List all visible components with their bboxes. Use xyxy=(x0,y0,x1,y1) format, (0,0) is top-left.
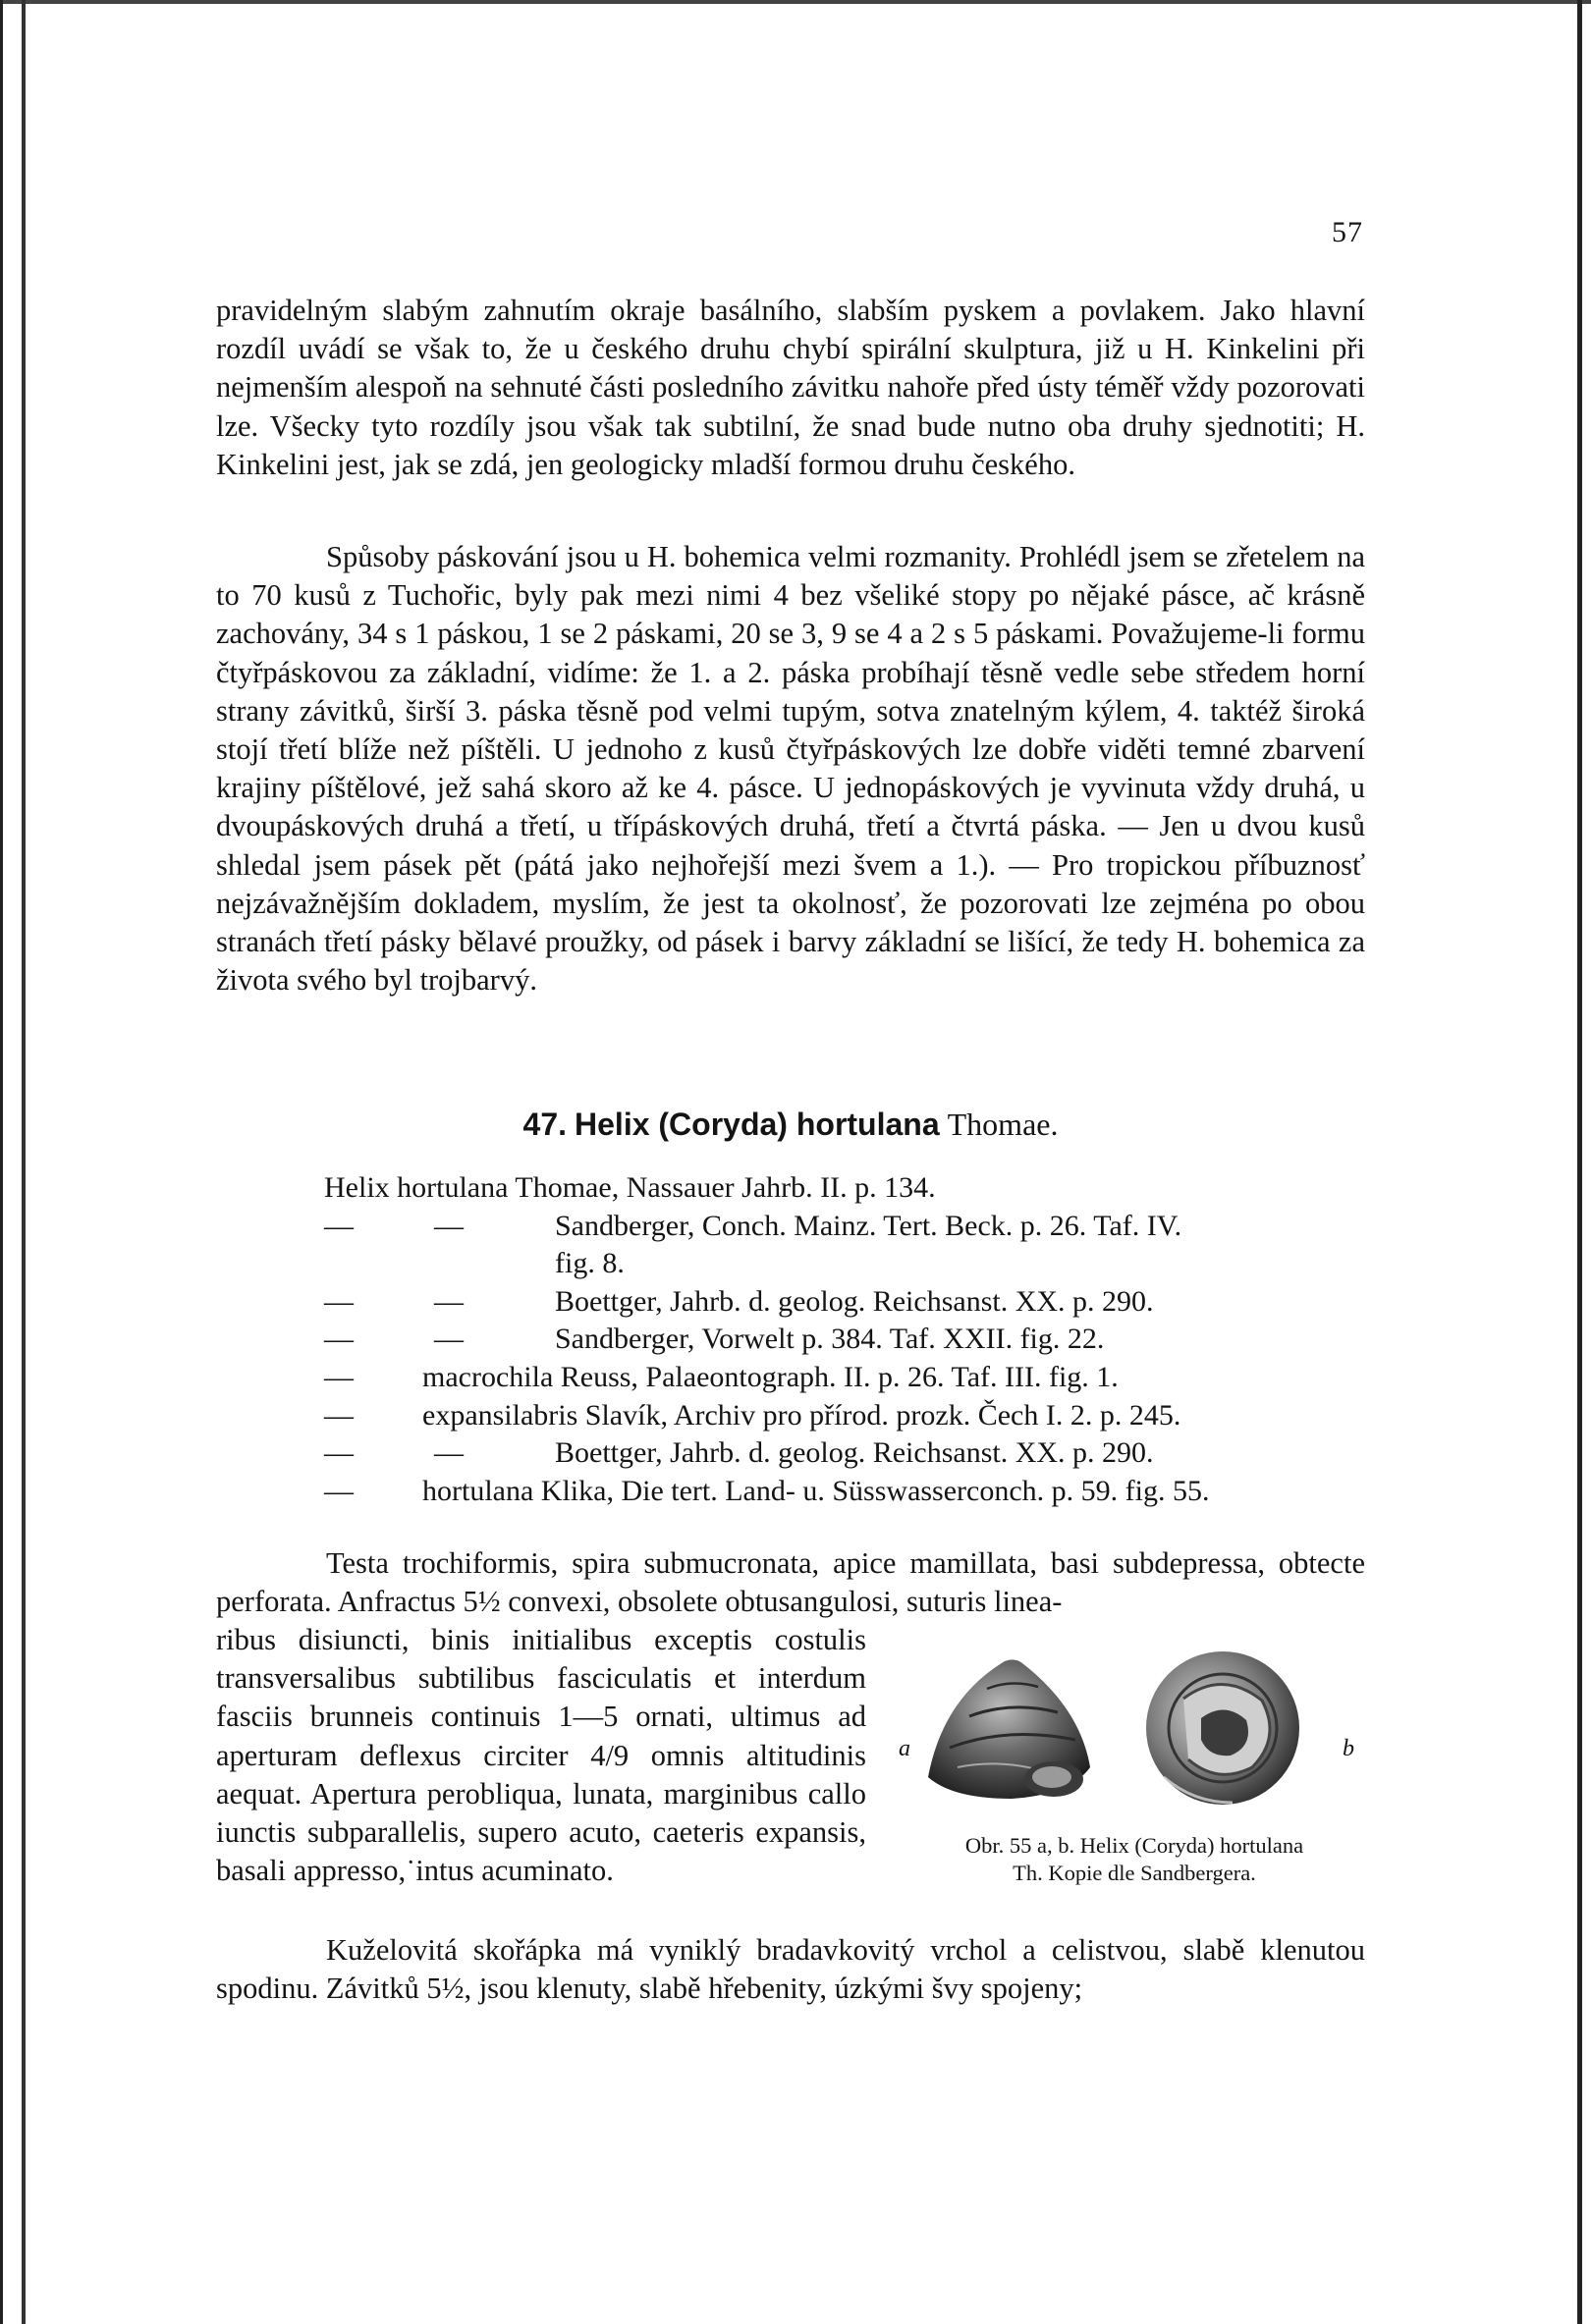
figure-label-a: a xyxy=(899,1736,910,1761)
latin-description-wrap xyxy=(216,1621,866,1890)
page-number: 57 xyxy=(1332,216,1363,248)
scan-edge-left-inner xyxy=(22,0,26,2324)
latin-description-continued: ribus disiuncti, binis initialibus exceptis costulis transversalibus subtilibus fasciculatis et interdum fasciis brunneis continuis 1—5 ornati, ultimus ad aperturam deflexus circiter 4/9 omnis altitudinis aequat. Apertura perobliqua, lunata, marginibus callo iunctis subparallelis, supero acuto, caeteris expansis, basali appresso,˙intus acuminato. xyxy=(216,1623,866,1888)
ditto-dash: — xyxy=(324,1360,354,1393)
latin-description-top xyxy=(216,1544,1365,1621)
section-number: 47. xyxy=(522,1107,568,1142)
synonymy-row xyxy=(324,1169,1365,1208)
paragraph-1-block xyxy=(216,292,1365,484)
synonymy-text: hortulana Klika, Die tert. Land- u. Süsswasserconch. p. 59. fig. 55. xyxy=(422,1474,1210,1507)
ditto-dash: — xyxy=(324,1398,354,1432)
synonymy-text: Sandberger, Vorwelt p. 384. Taf. XXII. fig. 22. xyxy=(555,1323,1105,1356)
synonymy-text: Boettger, Jahrb. d. geolog. Reichsanst. XX. p. 290. xyxy=(555,1436,1154,1470)
synonymy-text: fig. 8. xyxy=(555,1247,625,1280)
paragraph-1: pravidelným slabým zahnutím okraje basálního, slabším pyskem a povlakem. Jako hlavní rozdíl uvádí se však to, že u českého druhu chybí spirální skulptura, již u H. Kinkelini při nejmenším alespoň na sehnuté části posledního závitku nahoře před ústy téměř vždy pozorovati lze. Všecky tyto rozdíly jsou však tak subtilní, že snad bude nutno oba druhy sjednotiti; H. Kinkelini jest, jak se zdá, jen geologicky mladší formou druhu českého. xyxy=(216,294,1365,481)
ditto-dash: — xyxy=(324,1284,354,1318)
synonymy-list xyxy=(324,1169,1365,1510)
scan-edge-left xyxy=(0,0,3,2324)
synonymy-text: expansilabris Slavík, Archiv pro přírod. prozk. Čech I. 2. p. 245. xyxy=(422,1398,1181,1432)
figure-caption xyxy=(889,1832,1380,1887)
paragraph-2-block xyxy=(216,538,1365,1000)
section-heading xyxy=(216,1107,1365,1143)
synonymy-text: Boettger, Jahrb. d. geolog. Reichsanst. XX. p. 290. xyxy=(555,1284,1154,1318)
paragraph-2: Spůsoby páskování jsou u H. bohemica velmi rozmanity. Prohlédl jsem se zřetelem na to 70 kusů z Tuchořic, byly pak mezi nimi 4 bez všeliké stopy po nějaké pásce, ač krásně zachovány, 34 s 1 páskou, 1 se 2 páskami, 20 se 3, 9 se 4 a 2 s 5 páskami. Považujeme-li formu čtyřpáskovou za základní, vidíme: že 1. a 2. páska probíhají těsně vedle sebe středem horní strany závitků, širší 3. páska těsně pod velmi tupým, sotva znatelným kýlem, 4. taktéž široká stojí třetí blíže než píštěli. U jednoho z kusů čtyřpáskových lze dobře viděti temné zbarvení krajiny píštělové, jež sahá skoro až ke 4. pásce. U jednopáskových je vyvinuta vždy druhá, u dvoupáskových druhá a třetí, u třípáskových druhá, třetí a čtvrtá páska. — Jen u dvou kusů shledal jsem pásek pět (pátá jako nejhořejší mezi švem a 1.). — Pro tropickou příbuznosť nejzávažnějším dokladem, myslím, že jest ta okolnosť, že pozorovati lze zejména po obou stranách třetí pásky bělavé proužky, od pásek i barvy základní se lišící, že tedy H. bohemica za života svého byl trojbarvý. xyxy=(216,540,1365,998)
section-genus: Helix (Coryda) hortulana xyxy=(575,1107,940,1142)
figure-caption-line-1: Obr. 55 a, b. Helix (Coryda) hortulana xyxy=(964,1833,1304,1858)
latin-description-lead: Testa trochiformis, spira submucronata, apice mamillata, basi subdepressa, obtecte perforata. Anfractus 5½ convexi, obsolete obtusangulosi, suturis linea- xyxy=(216,1546,1365,1619)
scan-edge-right xyxy=(1577,0,1582,2324)
synonymy-row xyxy=(324,1473,1365,1511)
shell-b-basal-view xyxy=(1146,1651,1299,1805)
section-author: Thomae. xyxy=(947,1107,1059,1142)
synonymy-row xyxy=(324,1208,1365,1246)
paragraph-czech-description: Kuželovitá skořápka má vyniklý bradavkovitý vrchol a celistvou, slabě klenutou spodinu. Závitků 5½, jsou klenuty, slabě hřebenity, úzkými švy spojeny; xyxy=(216,1933,1365,2006)
synonymy-row xyxy=(324,1321,1365,1359)
ditto-dash: — xyxy=(434,1209,464,1242)
shell-a-lateral-view xyxy=(928,1659,1090,1799)
synonymy-row xyxy=(324,1397,1365,1435)
figure-55 xyxy=(889,1630,1380,1905)
ditto-dash: — xyxy=(434,1323,464,1356)
shell-illustrations xyxy=(889,1630,1380,1826)
synonymy-text: Helix hortulana Thomae, Nassauer Jahrb. II. p. 134. xyxy=(324,1171,936,1204)
figure-label-b: b xyxy=(1343,1736,1354,1761)
ditto-dash: — xyxy=(324,1209,354,1242)
synonymy-row xyxy=(324,1359,1365,1397)
synonymy-row xyxy=(324,1245,1365,1283)
synonymy-text: macrochila Reuss, Palaeontograph. II. p. 26. Taf. III. fig. 1. xyxy=(422,1360,1119,1393)
ditto-dash: — xyxy=(324,1474,354,1507)
ditto-dash: — xyxy=(434,1284,464,1318)
synonymy-row xyxy=(324,1434,1365,1473)
ditto-dash: — xyxy=(324,1323,354,1356)
figure-caption-line-2: Th. Kopie dle Sandbergera. xyxy=(1013,1861,1256,1885)
synonymy-text: Sandberger, Conch. Mainz. Tert. Beck. p. 26. Taf. IV. xyxy=(555,1209,1182,1242)
scan-edge-top xyxy=(0,0,1591,4)
ditto-dash: — xyxy=(434,1436,464,1470)
ditto-dash: — xyxy=(324,1436,354,1470)
synonymy-row xyxy=(324,1283,1365,1322)
paragraph-czech-description-block xyxy=(216,1931,1365,2008)
